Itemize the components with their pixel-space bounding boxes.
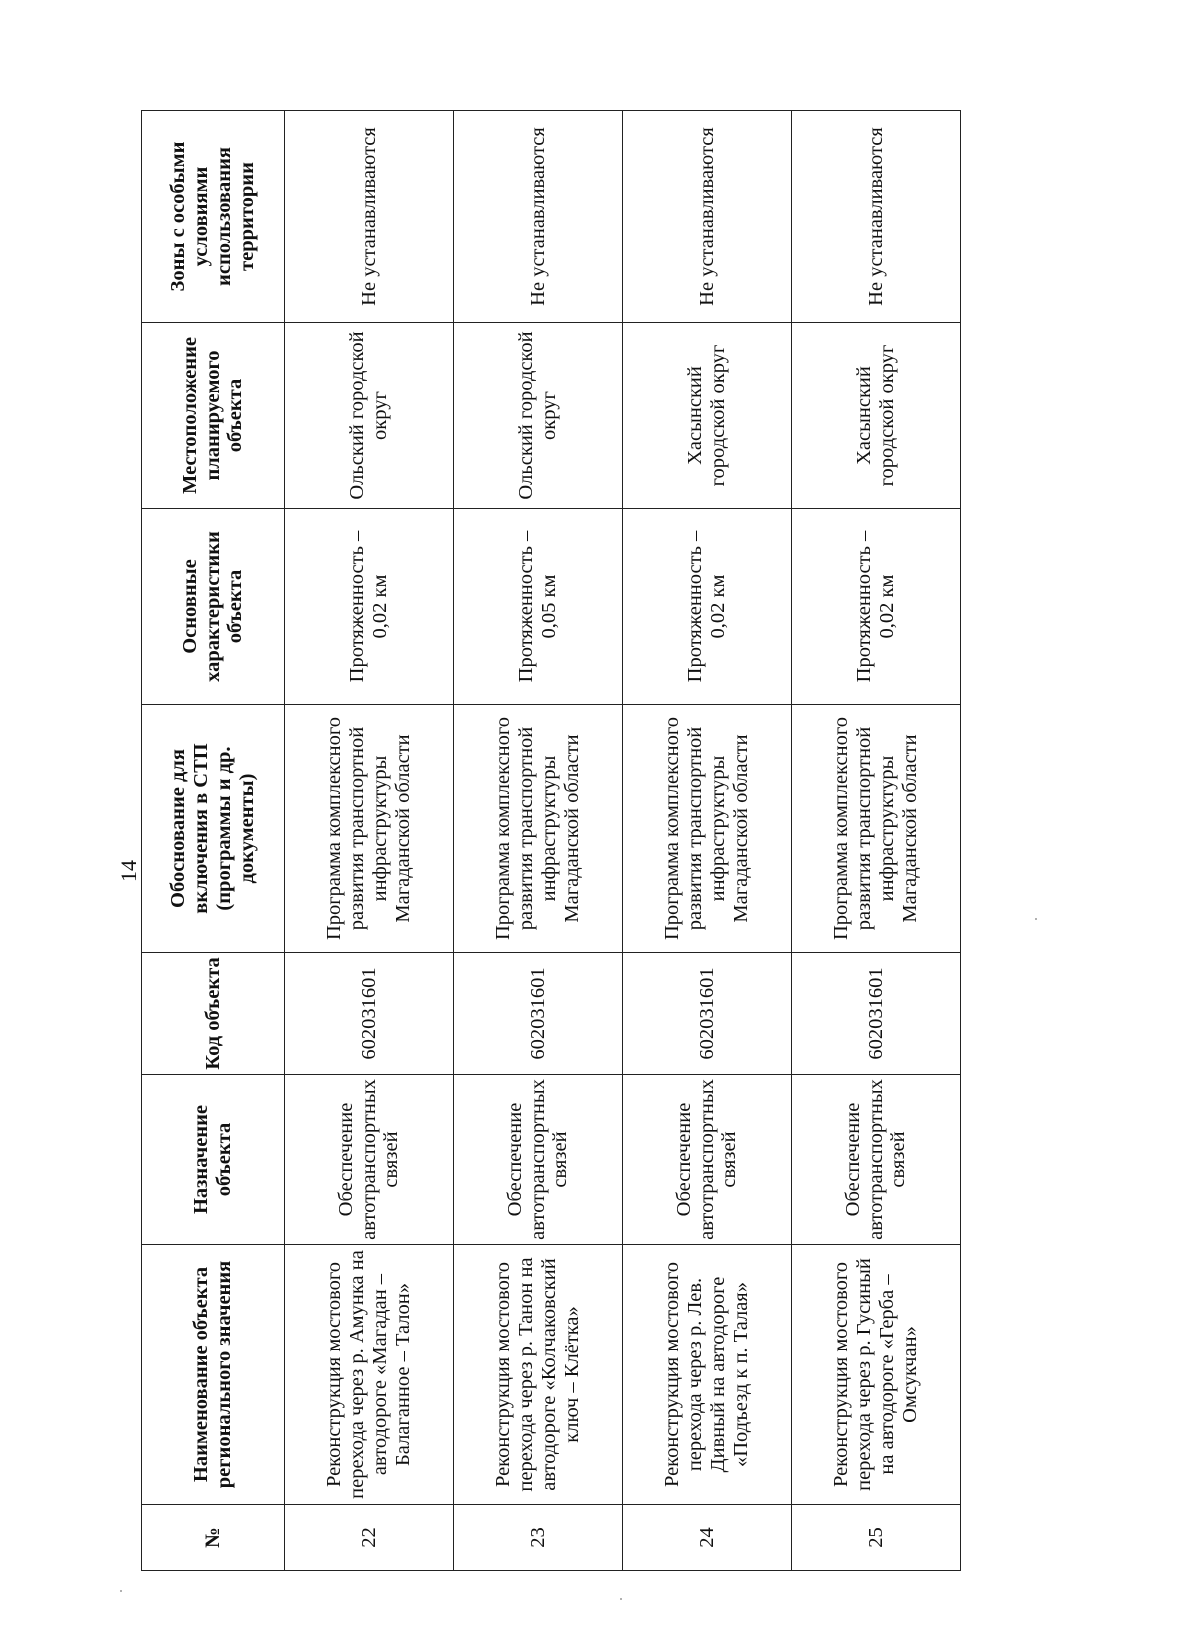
object-basis: Программа комплексного развития транспортной инфраструктуры Магаданской области [792,705,961,953]
header-purpose: Назначение объекта [142,1075,285,1245]
object-code: 602031601 [454,953,623,1075]
object-name: Реконструкция мостового перехода через р. Гусиный на автодороге «Герба – Омсукчан» [792,1245,961,1505]
object-purpose: Обеспечение автотранспортных связей [792,1075,961,1245]
object-name: Реконструкция мостового перехода через р. Лев. Дивный на автодороге «Подъезд к п. Талая» [623,1245,792,1505]
header-code: Код объекта [142,953,285,1075]
header-characteristics: Основные характеристики объекта [142,509,285,705]
object-name: Реконструкция мостового перехода через р. Амунка на автодороге «Магадан – Балаганное – Талон» [285,1245,454,1505]
row-number: 23 [454,1505,623,1571]
header-object-name: Наименование объекта регионального значения [142,1245,285,1505]
header-location: Местоположение планируемого объекта [142,323,285,509]
object-purpose: Обеспечение автотранспортных связей [623,1075,792,1245]
table-row [792,111,961,1571]
table-row [454,111,623,1571]
object-zones: Не устанавливаются [792,111,961,323]
regional-objects-table [141,110,961,1571]
object-basis: Программа комплексного развития транспортной инфраструктуры Магаданской области [454,705,623,953]
scan-speck [620,1598,622,1600]
object-zones: Не устанавливаются [454,111,623,323]
object-purpose: Обеспечение автотранспортных связей [285,1075,454,1245]
table-header-row [142,111,285,1571]
table-row [623,111,792,1571]
scan-speck [1035,918,1037,920]
scan-speck [120,1590,122,1592]
object-location: Хасынский городской округ [623,323,792,509]
row-number: 22 [285,1505,454,1571]
header-number: № [142,1505,285,1571]
object-name: Реконструкция мостового перехода через р. Танон на автодороге «Колчаковский ключ – Клётка» [454,1245,623,1505]
object-zones: Не устанавливаются [285,111,454,323]
object-code: 602031601 [623,953,792,1075]
object-code: 602031601 [792,953,961,1075]
object-location: Ольский городской округ [454,323,623,509]
header-basis: Обоснование для включения в СТП (программы и др. документы) [142,705,285,953]
objects-table-container [141,111,961,1571]
object-characteristics: Протяженность – 0,05 км [454,509,623,705]
object-location: Хасынский городской округ [792,323,961,509]
row-number: 25 [792,1505,961,1571]
header-zones: Зоны с особыми условиями использования территории [142,111,285,323]
object-purpose: Обеспечение автотранспортных связей [454,1075,623,1245]
object-zones: Не устанавливаются [623,111,792,323]
object-location: Ольский городской округ [285,323,454,509]
row-number: 24 [623,1505,792,1571]
object-characteristics: Протяженность – 0,02 км [792,509,961,705]
page-number: 14 [116,860,141,882]
object-code: 602031601 [285,953,454,1075]
table-row [285,111,454,1571]
object-characteristics: Протяженность – 0,02 км [285,509,454,705]
object-basis: Программа комплексного развития транспортной инфраструктуры Магаданской области [623,705,792,953]
object-characteristics: Протяженность – 0,02 км [623,509,792,705]
object-basis: Программа комплексного развития транспортной инфраструктуры Магаданской области [285,705,454,953]
